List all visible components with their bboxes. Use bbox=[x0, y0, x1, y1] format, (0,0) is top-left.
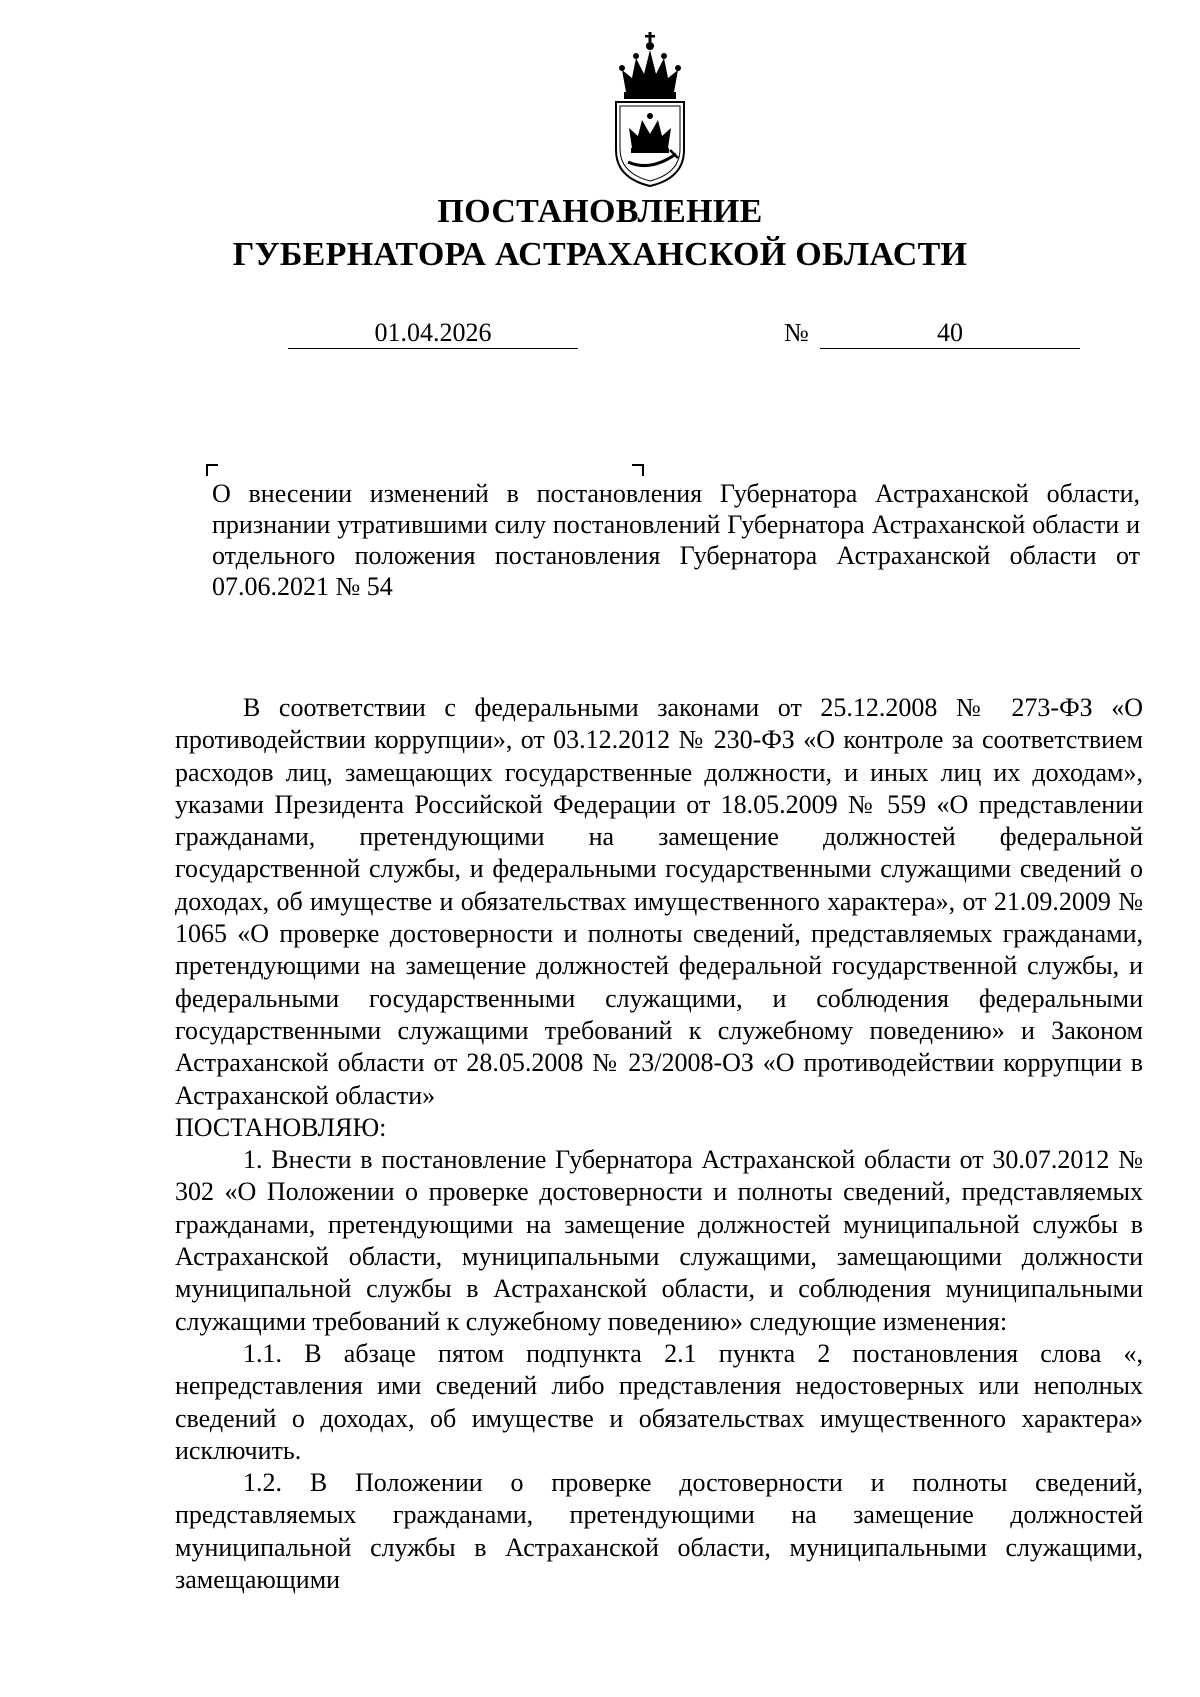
number-label: № bbox=[784, 318, 809, 347]
document-body bbox=[175, 692, 1143, 1596]
coat-of-arms-emblem bbox=[606, 30, 694, 188]
document-number: 40 bbox=[820, 318, 1080, 349]
document-issuer: ГУБЕРНАТОРА АСТРАХАНСКОЙ ОБЛАСТИ bbox=[232, 236, 968, 273]
document-date: 01.04.2026 bbox=[288, 318, 578, 349]
preamble-paragraph: В соответствии с федеральными законами от 25.12.2008 № 273-ФЗ «О противодействии коррупции», от 03.12.2012 № 230-ФЗ «О контроле за соответствием расходов лиц, замещающих государственные должности, и иных лиц их доходам», указами Президента Российской Федерации от 18.05.2009 № 559 «О представлении гражданами, претендующими на замещение должностей федеральной государственной службы, и федеральными государственными служащими сведений о доходах, об имуществе и обязательствах имущественного характера», от 21.09.2009 № 1065 «О проверке достоверности и полноты сведений, представляемых гражданами, претендующими на замещение должностей федеральной государственной службы, и федеральными государственными служащими, и соблюдения федеральными государственными служащими требований к служебному поведению» и Законом Астраханской области от 28.05.2008 № 23/2008-ОЗ «О противодействии коррупции в Астраханской области» bbox=[175, 693, 1143, 1110]
subject-corner-right bbox=[632, 464, 644, 476]
subject-corner-left bbox=[206, 464, 218, 476]
decree-word: ПОСТАНОВЛЯЮ: bbox=[175, 1112, 387, 1142]
item-1-paragraph: 1. Внести в постановление Губернатора Астраханской области от 30.07.2012 № 302 «О Положении о проверке достоверности и полноты сведений, представляемых гражданами, претендующими на замещение должностей муниципальной службы в Астраханской области, муниципальными служащими, замещающими должности муниципальной службы в Астраханской области, и соблюдения муниципальными служащими требований к служебному поведению» следующие изменения: bbox=[175, 1145, 1143, 1336]
item-1-1-paragraph: 1.1. В абзаце пятом подпункта 2.1 пункта 2 постановления слова «, непредставления ими сведений либо представления недостоверных или неполных сведений о доходах, об имуществе и обязательствах имущественного характера» исключить. bbox=[175, 1338, 1143, 1465]
item-1-2-paragraph: 1.2. В Положении о проверке достоверности и полноты сведений, представляемых гражданами, претендующими на замещение должностей муниципальной службы в Астраханской области, муниципальными служащими, замещающими bbox=[175, 1468, 1143, 1595]
document-title: ПОСТАНОВЛЕНИЕ bbox=[437, 193, 763, 230]
document-subject: О внесении изменений в постановления Губернатора Астраханской области, признании утратившими силу постановлений Губернатора Астраханской области и отдельного положения постановления Губернатора Астраханской области от 07.06.2021 № 54 bbox=[212, 479, 1140, 601]
